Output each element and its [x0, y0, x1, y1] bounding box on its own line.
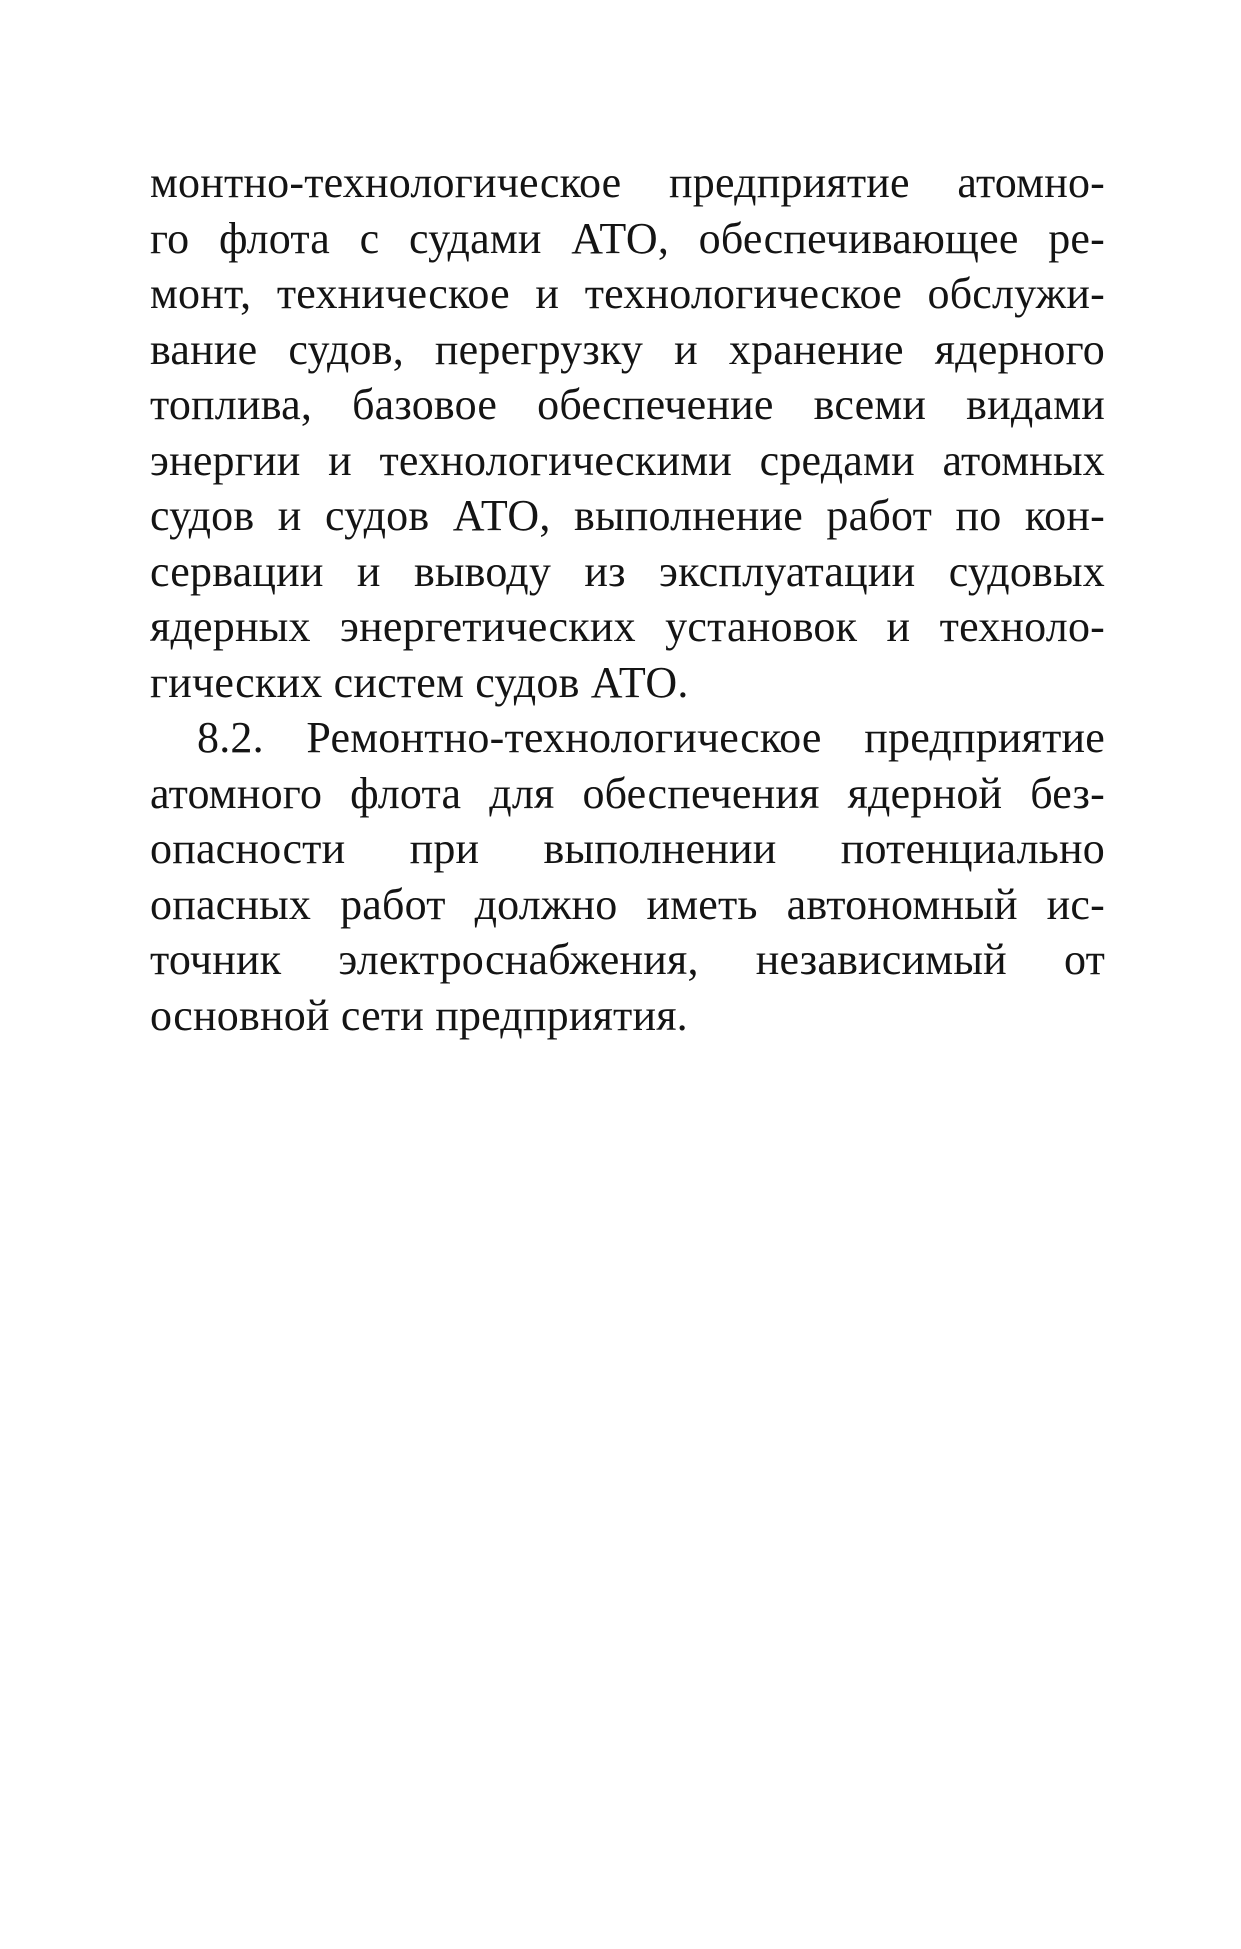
body-text [150, 155, 1105, 1043]
text-line: 8.2. Ремонтно-технологическое предприятие [197, 713, 1105, 762]
text-line: атомного флота для обеспечения ядерной без- [150, 768, 1105, 818]
text-line: судов и судов АТО, выполнение работ по кон- [150, 491, 1105, 540]
text-line: монтно-технологическое предприятие атомно- [150, 158, 1105, 207]
text-line: ядерных энергетических установок и техноло- [150, 602, 1105, 651]
text-line: топлива, базовое обеспечение всеми видами [150, 380, 1105, 429]
text-line: монт, техническое и технологическое обслужи- [150, 269, 1105, 318]
text-line: основной сети предприятия. [150, 990, 688, 1040]
text-line: гических систем судов АТО. [150, 657, 689, 707]
paragraph-continuation [150, 155, 1105, 710]
text-line: го флота с судами АТО, обеспечивающее ре- [150, 213, 1105, 263]
text-line: сервации и выводу из эксплуатации судовых [150, 546, 1105, 596]
text-line: опасности при выполнении потенциально [150, 824, 1105, 873]
text-line: опасных работ должно иметь автономный ис- [150, 879, 1105, 929]
paragraph-8-2 [150, 710, 1105, 1043]
text-line: точник электроснабжения, независимый от [150, 935, 1105, 984]
text-line: вание судов, перегрузку и хранение ядерного [150, 324, 1105, 374]
text-line: энергии и технологическими средами атомных [150, 435, 1105, 485]
